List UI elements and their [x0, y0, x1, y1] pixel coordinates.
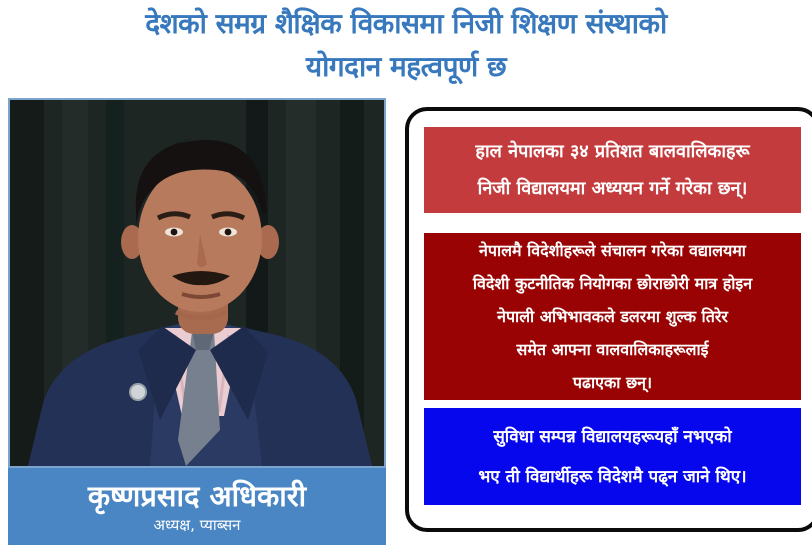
quote-panel: [405, 107, 812, 532]
quote-line: निजी विद्यालयमा अध्ययन गर्ने गरेका छन्।: [477, 178, 748, 199]
quote-line: समेत आफ्ना वालवालिकाहरूलाई: [516, 340, 709, 359]
quote-line: नेपाली अभिभावकले डलरमा शुल्क तिरेर: [497, 307, 728, 326]
quote-line: हाल नेपालका ३४ प्रतिशत बालवालिकाहरू: [475, 141, 750, 162]
quote-line: भए ती विद्यार्थीहरू विदेशमै पढ्न जाने थिए।: [478, 466, 747, 487]
quote-box-red: [424, 127, 801, 213]
portrait-illustration: [10, 100, 384, 466]
headline-line-2: योगदान महत्वपूर्ण छ: [305, 50, 507, 83]
headline-line-1: देशको समग्र शैक्षिक विकासमा निजी शिक्षण संस्थाको: [145, 7, 667, 40]
person-role: अध्यक्ष, प्याब्सन: [153, 515, 241, 534]
quote-line: विदेशी कुटनीतिक नियोगका छोराछोरी मात्र होइन: [472, 274, 753, 293]
quote-line: सुविधा सम्पन्न विद्यालयहरूयहाँ नभएको: [493, 426, 732, 447]
portrait-card: [8, 98, 386, 545]
caption-bar: [8, 468, 386, 545]
headline: [0, 2, 812, 88]
quote-line: नेपालमै विदेशीहरूले संचालन गरेका वद्यालयमा: [479, 241, 746, 260]
person-name: कृष्णप्रसाद अधिकारी: [87, 478, 307, 513]
portrait-photo: [8, 98, 386, 468]
quote-box-blue: [424, 408, 801, 505]
quote-box-dark-red: [424, 233, 801, 400]
quote-line: पढाएका छन्।: [572, 373, 653, 392]
